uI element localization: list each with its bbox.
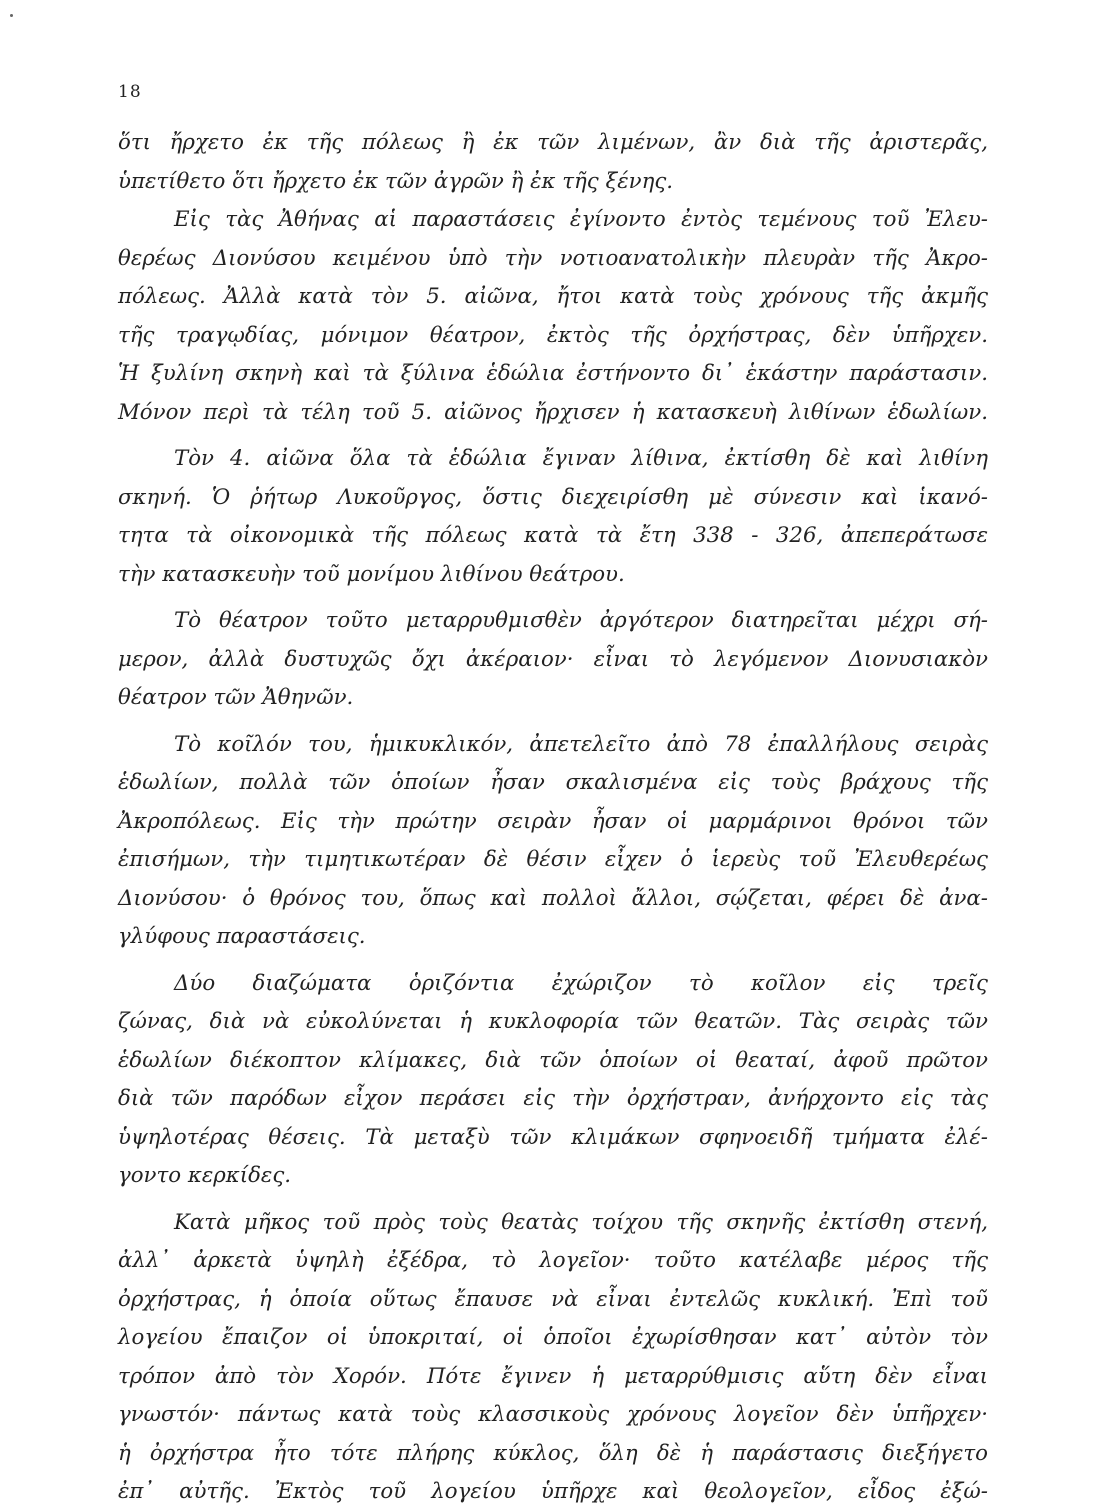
text-line: ἐπ᾽ αὐτῆς. Ἐκτὸς τοῦ λογείου ὑπῆρχε καὶ θεολογεῖον, εἶδος ἐξώ-	[118, 1479, 988, 1504]
text-line: ὅτι ἤρχετο ἐκ τῆς πόλεως ἢ ἐκ τῶν λιμένων, ἂν διὰ τῆς ἀριστερᾶς,	[118, 130, 988, 155]
paragraph-4	[118, 602, 988, 718]
paragraph-1	[118, 124, 988, 201]
text-line: γοντο κερκίδες.	[118, 1163, 292, 1188]
paragraph-7	[118, 1204, 988, 1512]
text-line: Ἀκροπόλεως. Εἰς τὴν πρώτην σειρὰν ἦσαν οἱ μαρμάρινοι θρόνοι τῶν	[118, 808, 988, 834]
text-line: τῆς τραγῳδίας, μόνιμον θέατρον, ἐκτὸς τῆς ὀρχήστρας, δὲν ὑπῆρχεν.	[118, 322, 988, 348]
text-line: τρόπον ἀπὸ τὸν Χορόν. Πότε ἔγινεν ἡ μεταρρύθμισις αὕτη δὲν εἶναι	[118, 1363, 988, 1389]
text-line: τητα τὰ οἰκονομικὰ τῆς πόλεως κατὰ τὰ ἔτη 338 - 326, ἀπεπεράτωσε	[118, 523, 988, 548]
text-line: Τὸ κοῖλόν του, ἡμικυκλικόν, ἀπετελεῖτο ἀπὸ 78 ἐπαλλήλους σειρὰς	[174, 731, 988, 757]
text-line: θερέως Διονύσου κειμένου ὑπὸ τὴν νοτιοανατολικὴν πλευρὰν τῆς Ἀκρο-	[118, 245, 988, 271]
text-line: Ἡ ξυλίνη σκηνὴ καὶ τὰ ξύλινα ἑδώλια ἐστήνοντο δι᾽ ἑκάστην παράστασιν.	[118, 361, 988, 386]
text-line: τὴν κατασκευὴν τοῦ μονίμου λιθίνου θεάτρου.	[118, 561, 625, 587]
text-line: πόλεως. Ἀλλὰ κατὰ τὸν 5. αἰῶνα, ἤτοι κατὰ τοὺς χρόνους τῆς ἀκμῆς	[118, 284, 988, 309]
text-line: λογείου ἔπαιζον οἱ ὑποκριταί, οἱ ὁποῖοι ἐχωρίσθησαν κατ᾽ αὐτὸν τὸν	[118, 1325, 988, 1350]
text-line: ἀλλ᾽ ἀρκετὰ ὑψηλὴ ἐξέδρα, τὸ λογεῖον· τοῦτο κατέλαβε μέρος τῆς	[118, 1248, 988, 1273]
text-line: ζώνας, διὰ νὰ εὐκολύνεται ἡ κυκλοφορία τῶν θεατῶν. Τὰς σειρὰς τῶν	[118, 1009, 988, 1034]
paragraph-5	[118, 726, 988, 957]
text-line: Εἰς τὰς Ἀθήνας αἱ παραστάσεις ἐγίνοντο ἐντὸς τεμένους τοῦ Ἐλευ-	[174, 207, 988, 232]
text-line: ἑδωλίων, πολλὰ τῶν ὁποίων ἦσαν σκαλισμένα εἰς τοὺς βράχους τῆς	[118, 770, 988, 795]
text-line: Δύο διαζώματα ὁριζόντια ἐχώριζον τὸ κοῖλον εἰς τρεῖς	[174, 970, 988, 996]
text-line: σκηνή. Ὁ ῥήτωρ Λυκοῦργος, ὅστις διεχειρίσθη μὲ σύνεσιν καὶ ἱκανό-	[118, 484, 988, 510]
text-line: Διονύσου· ὁ θρόνος του, ὅπως καὶ πολλοὶ ἄλλοι, σῴζεται, φέρει δὲ ἀνα-	[118, 885, 988, 911]
text-line: θέατρον τῶν Ἀθηνῶν.	[118, 685, 354, 710]
text-line: Μόνον περὶ τὰ τέλη τοῦ 5. αἰῶνος ἤρχισεν ἡ κατασκευὴ λιθίνων ἑδωλίων.	[118, 399, 988, 425]
paragraph-3	[118, 440, 988, 594]
text-line: ἐπισήμων, τὴν τιμητικωτέραν δὲ θέσιν εἶχεν ὁ ἱερεὺς τοῦ Ἐλευθερέως	[118, 847, 988, 872]
scan-dot-mark	[10, 14, 13, 17]
text-line: ὀρχήστρας, ἡ ὁποία οὕτως ἔπαυσε νὰ εἶναι ἐντελῶς κυκλική. Ἐπὶ τοῦ	[118, 1286, 988, 1312]
text-line: ὑπετίθετο ὅτι ἤρχετο ἐκ τῶν ἀγρῶν ἢ ἐκ τῆς ξένης.	[118, 168, 674, 194]
page-number: 18	[118, 82, 142, 102]
text-line: ἑδωλίων διέκοπτον κλίμακες, διὰ τῶν ὁποίων οἱ θεαταί, ἀφοῦ πρῶτον	[118, 1047, 988, 1073]
text-line: ὑψηλοτέρας θέσεις. Τὰ μεταξὺ τῶν κλιμάκων σφηνοειδῆ τμήματα ἐλέ-	[118, 1124, 988, 1150]
text-line: διὰ τῶν παρόδων εἶχον περάσει εἰς τὴν ὀρχήστραν, ἀνήρχοντο εἰς τὰς	[118, 1086, 988, 1111]
text-line: ἡ ὀρχήστρα ἦτο τότε πλήρης κύκλος, ὅλη δὲ ἡ παράστασις διεξήγετο	[118, 1440, 988, 1466]
body-text	[118, 124, 988, 1512]
paragraph-2	[118, 201, 988, 432]
text-line: μερον, ἀλλὰ δυστυχῶς ὄχι ἀκέραιον· εἶναι τὸ λεγόμενον Διονυσιακὸν	[118, 646, 988, 672]
text-line: Τὸ θέατρον τοῦτο μεταρρυθμισθὲν ἀργότερον διατηρεῖται μέχρι σή-	[174, 608, 988, 633]
paragraph-6	[118, 965, 988, 1196]
text-line: γνωστόν· πάντως κατὰ τοὺς κλασσικοὺς χρόνους λογεῖον δὲν ὑπῆρχεν·	[118, 1402, 988, 1427]
text-line: Τὸν 4. αἰῶνα ὅλα τὰ ἑδώλια ἔγιναν λίθινα, ἐκτίσθη δὲ καὶ λιθίνη	[174, 446, 988, 471]
text-line: γλύφους παραστάσεις.	[118, 924, 366, 949]
text-line: Κατὰ μῆκος τοῦ πρὸς τοὺς θεατὰς τοίχου τῆς σκηνῆς ἐκτίσθη στενή,	[174, 1209, 988, 1235]
